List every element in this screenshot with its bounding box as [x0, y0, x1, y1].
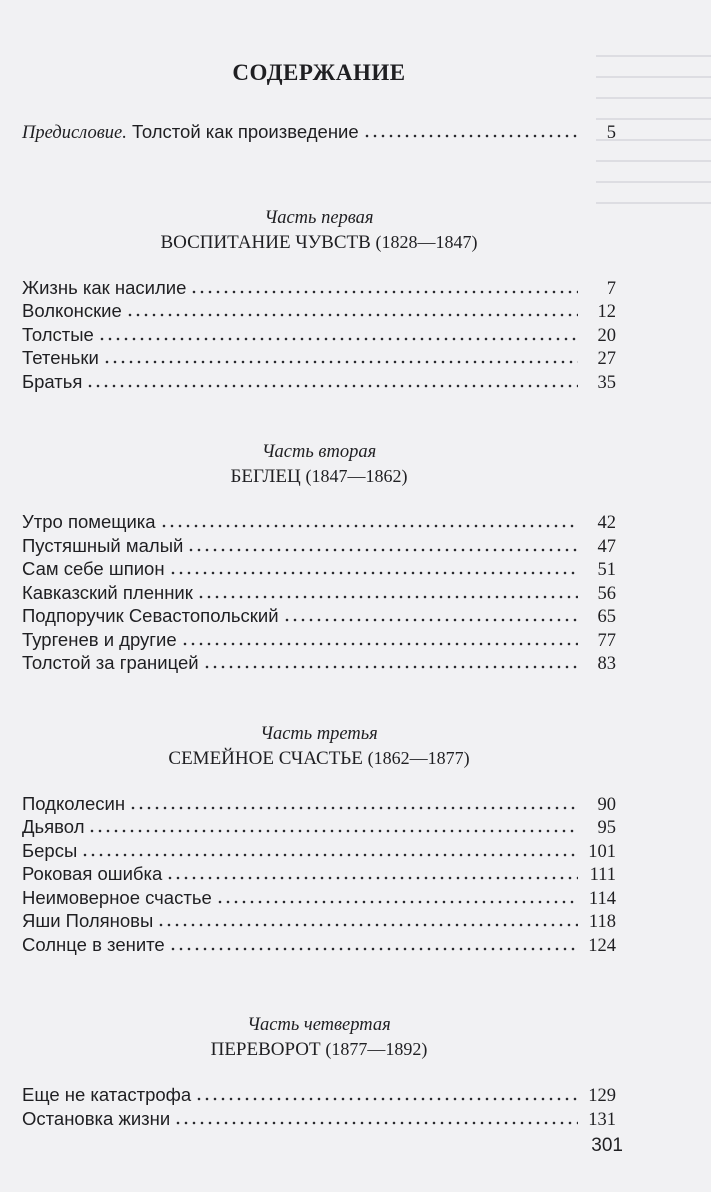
toc-entry: Неимоверное счастье 114	[22, 886, 616, 909]
toc-entry: Подколесин 90	[22, 792, 616, 815]
toc-entry: Еще не катастрофа 129	[22, 1084, 616, 1106]
table-of-contents	[22, 58, 616, 1130]
toc-entry: Яши Поляновы 118	[22, 910, 616, 932]
part-entries-3	[22, 792, 616, 957]
toc-title: СОДЕРЖАНИЕ	[232, 60, 406, 85]
part-entries-2	[22, 510, 616, 675]
part-kicker: Часть четвертая	[247, 1015, 391, 1035]
toc-entry-preface	[22, 120, 616, 144]
page-number: 301	[591, 1135, 623, 1156]
toc-entry: Остановка жизни 131	[22, 1107, 616, 1130]
toc-entry: Пустяшный малый 47	[22, 534, 616, 557]
toc-entry: Братья 35	[22, 370, 616, 393]
preface-title: Толстой как произведение	[126, 121, 359, 142]
toc-entry: Жизнь как насилие 7	[22, 276, 616, 299]
preface-italic: Предисловие.	[22, 123, 127, 143]
part-heading-2	[22, 441, 616, 490]
toc-entry: Кавказский пленник 56	[22, 581, 616, 604]
toc-entry: Солнце в зените 124	[22, 933, 616, 956]
toc-entry: Толстые 20	[22, 323, 616, 346]
part-title: ВОСПИТАНИЕ ЧУВСТВ (1828—1847)	[160, 231, 478, 253]
part-title: БЕГЛЕЦ (1847—1862)	[230, 466, 408, 487]
toc-entry: Сам себе шпион 51	[22, 558, 616, 580]
toc-entry: Подпоручик Севастопольский 65	[22, 605, 616, 627]
toc-entry: Тургенев и другие 77	[22, 628, 616, 651]
toc-entry: Волконские 12	[22, 300, 616, 322]
part-title: ПЕРЕВОРОТ (1877—1892)	[210, 1039, 428, 1060]
part-kicker: Часть первая	[264, 207, 374, 228]
part-entries-4	[22, 1083, 616, 1130]
toc-entry-page: 5	[606, 123, 616, 143]
part-entries-1	[22, 276, 616, 394]
part-kicker: Часть третья	[260, 723, 378, 744]
toc-entry: Тетеньки 27	[22, 347, 616, 369]
toc-entry: Берсы 101	[22, 839, 616, 862]
toc-entry: Дьявол 95	[22, 816, 616, 838]
part-title: СЕМЕЙНОЕ СЧАСТЬЕ (1862—1877)	[168, 747, 470, 769]
dot-leader	[363, 121, 578, 138]
toc-entry: Утро помещика 42	[22, 511, 616, 533]
part-heading-1	[22, 207, 616, 256]
part-kicker: Часть вторая	[261, 442, 377, 462]
part-heading-3	[22, 723, 616, 772]
part-heading-4	[22, 1014, 616, 1063]
toc-entry: Толстой за границей 83	[22, 652, 616, 674]
toc-entry-label	[22, 120, 359, 146]
toc-entry: Роковая ошибка 111	[22, 863, 616, 885]
